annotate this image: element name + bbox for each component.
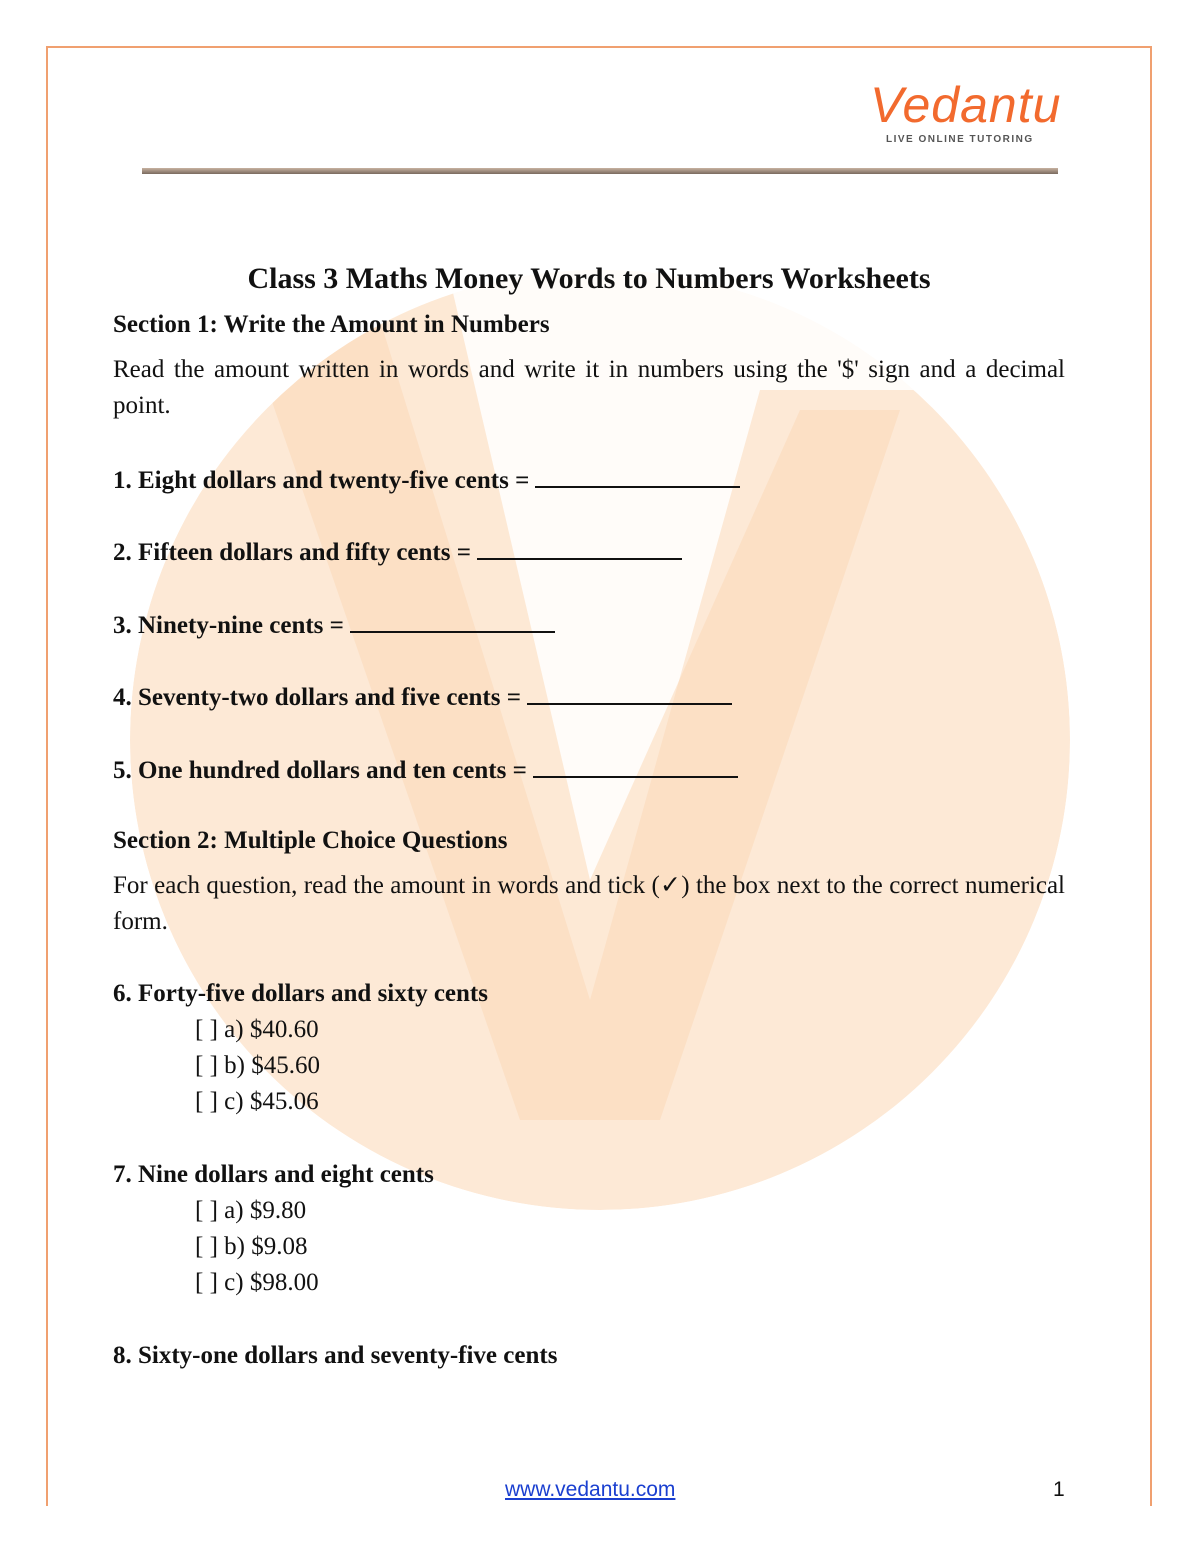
logo-wordmark: Vedantu xyxy=(870,77,1062,133)
answer-blank[interactable] xyxy=(535,464,740,488)
page-title: Class 3 Maths Money Words to Numbers Worksheets xyxy=(247,262,931,295)
answer-blank[interactable] xyxy=(477,536,682,560)
section2-heading: Section 2: Multiple Choice Questions xyxy=(113,827,508,854)
answer-blank[interactable] xyxy=(350,609,555,633)
question-text: 1. Eight dollars and twenty-five cents = xyxy=(113,467,530,494)
question-5 xyxy=(113,754,738,785)
question-text: 3. Ninety-nine cents = xyxy=(113,612,344,639)
option-6b[interactable]: [ ] b) $45.60 xyxy=(195,1052,320,1079)
section2-instructions: For each question, read the amount in words and tick (✓) the box next to the correct numerical form. xyxy=(113,872,1065,935)
question-text: 4. Seventy-two dollars and five cents = xyxy=(113,684,521,711)
vedantu-logo xyxy=(870,77,1062,145)
question-2 xyxy=(113,536,682,567)
question-1 xyxy=(113,464,740,495)
option-6a[interactable]: [ ] a) $40.60 xyxy=(195,1016,319,1043)
option-7c[interactable]: [ ] c) $98.00 xyxy=(195,1269,319,1296)
option-7b[interactable]: [ ] b) $9.08 xyxy=(195,1233,308,1260)
section1-instructions: Read the amount written in words and write it in numbers using the '$' sign and a decimal point. xyxy=(113,356,1065,419)
answer-blank[interactable] xyxy=(533,754,738,778)
question-7: 7. Nine dollars and eight cents xyxy=(113,1161,434,1188)
question-text: 5. One hundred dollars and ten cents = xyxy=(113,757,527,784)
question-3 xyxy=(113,609,555,640)
footer-website-link[interactable]: www.vedantu.com xyxy=(505,1478,676,1501)
option-7a[interactable]: [ ] a) $9.80 xyxy=(195,1197,307,1224)
question-8: 8. Sixty-one dollars and seventy-five cents xyxy=(113,1342,558,1369)
option-6c[interactable]: [ ] c) $45.06 xyxy=(195,1088,319,1115)
logo-tagline: LIVE ONLINE TUTORING xyxy=(886,134,1034,145)
question-text: 2. Fifteen dollars and fifty cents = xyxy=(113,539,471,566)
question-4 xyxy=(113,681,732,712)
section1-heading: Section 1: Write the Amount in Numbers xyxy=(113,311,550,338)
page-number: 1 xyxy=(1053,1478,1065,1501)
answer-blank[interactable] xyxy=(527,681,732,705)
header-rule xyxy=(142,168,1058,174)
question-6: 6. Forty-five dollars and sixty cents xyxy=(113,980,488,1007)
